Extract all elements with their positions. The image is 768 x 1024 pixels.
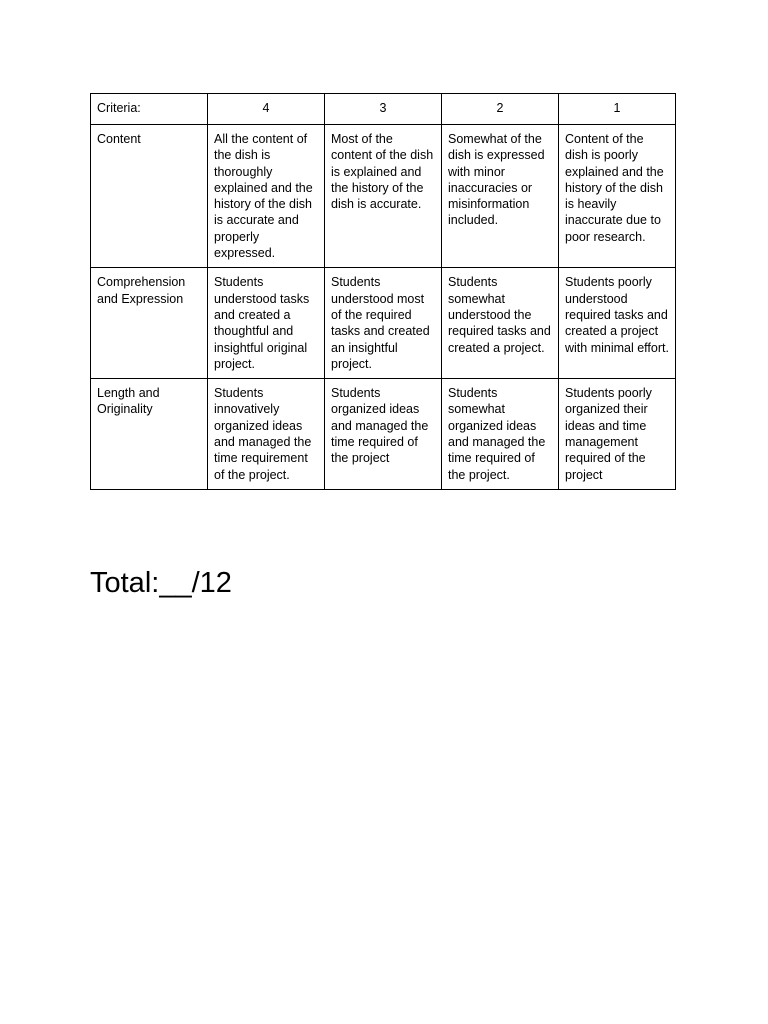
- table-cell: Students understood most of the required tasks and created an insightful project.: [325, 268, 442, 379]
- criteria-header: Criteria:: [91, 94, 208, 125]
- table-row: [91, 379, 676, 490]
- table-row: [91, 125, 676, 268]
- rubric-table: [90, 93, 676, 490]
- table-cell: Most of the content of the dish is explained and the history of the dish is accurate.: [325, 125, 442, 268]
- table-cell: All the content of the dish is thoroughly explained and the history of the dish is accurate and properly expressed.: [208, 125, 325, 268]
- table-cell: Students organized ideas and managed the time required of the project: [325, 379, 442, 490]
- rubric-header: [91, 94, 676, 125]
- table-cell: Content of the dish is poorly explained and the history of the dish is heavily inaccurate due to poor research.: [559, 125, 676, 268]
- score-header-2: 2: [442, 94, 559, 125]
- score-header-1: 1: [559, 94, 676, 125]
- table-row: [91, 268, 676, 379]
- criterion-content: Content: [91, 125, 208, 268]
- table-cell: Students innovatively organized ideas and managed the time requirement of the project.: [208, 379, 325, 490]
- table-cell: Students understood tasks and created a thoughtful and insightful original project.: [208, 268, 325, 379]
- header-row: [91, 94, 676, 125]
- rubric-body: [91, 125, 676, 490]
- table-cell: Students somewhat organized ideas and managed the time required of the project.: [442, 379, 559, 490]
- criterion-comprehension: Comprehension and Expression: [91, 268, 208, 379]
- criterion-length-originality: Length and Originality: [91, 379, 208, 490]
- table-cell: Students poorly understood required tasks and created a project with minimal effort.: [559, 268, 676, 379]
- table-cell: Students poorly organized their ideas and time management required of the project: [559, 379, 676, 490]
- score-header-4: 4: [208, 94, 325, 125]
- table-cell: Students somewhat understood the required tasks and created a project.: [442, 268, 559, 379]
- table-cell: Somewhat of the dish is expressed with minor inaccuracies or misinformation included.: [442, 125, 559, 268]
- total-score: Total:__/12: [90, 567, 232, 599]
- score-header-3: 3: [325, 94, 442, 125]
